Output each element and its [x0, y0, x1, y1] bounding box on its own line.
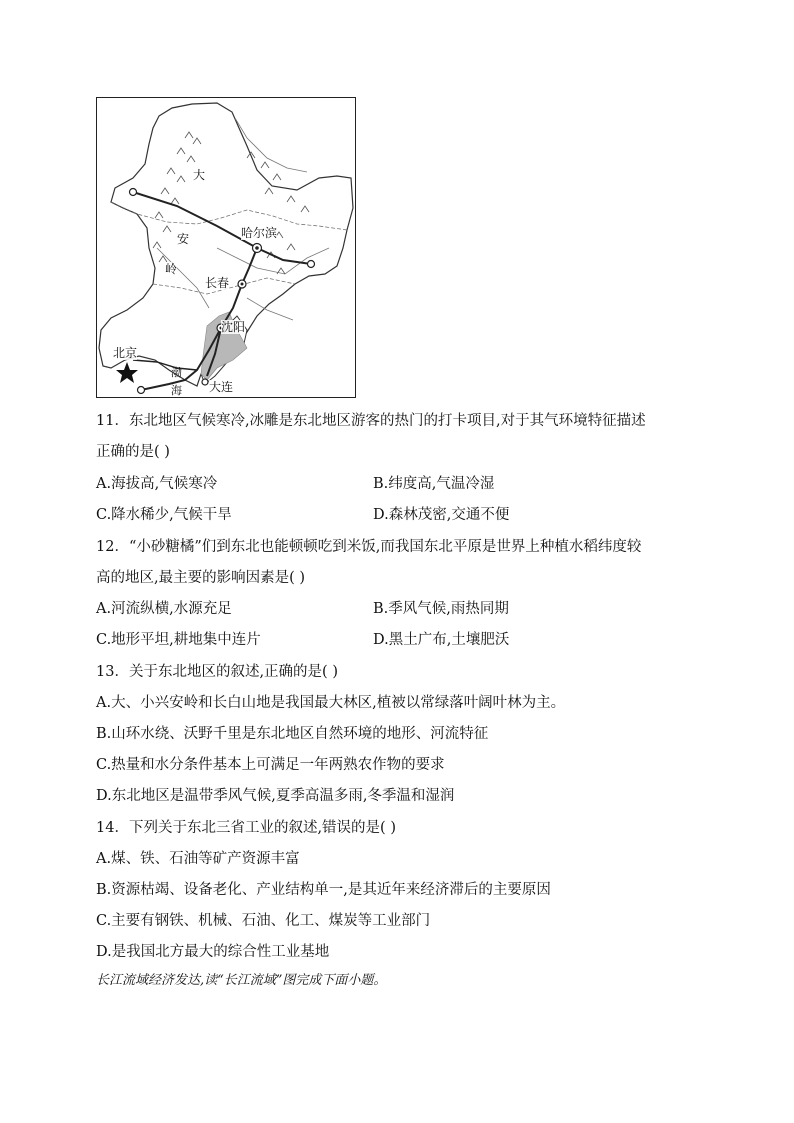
option-b[interactable]: B.山环水绕、沃野千里是东北地区自然环境的地形、河流特征 — [96, 726, 489, 742]
label-changchun: 长春 — [205, 276, 230, 290]
option-a[interactable]: A.大、小兴安岭和长白山地是我国最大林区,植被以常绿落叶阔叶林为主。 — [96, 695, 566, 711]
section-intro: 长江流域经济发达,读“长江流域”图完成下面小题。 — [96, 973, 387, 988]
option-c[interactable]: C.热量和水分条件基本上可满足一年两熟农作物的要求 — [96, 757, 445, 773]
option-b[interactable]: B.季风气候,雨热同期 — [373, 601, 509, 617]
option-d[interactable]: D.是我国北方最大的综合性工业基地 — [96, 944, 330, 960]
question-stem: 13．关于东北地区的叙述,正确的是( ) — [96, 664, 338, 680]
option-c[interactable]: C.主要有钢铁、机械、石油、化工、煤炭等工业部门 — [96, 913, 431, 929]
question-stem: 高的地区,最主要的影响因素是( ) — [96, 570, 306, 586]
question-stem: 11．东北地区气候寒冷,冰雕是东北地区游客的热门的打卡项目,对于其气环境特征描述 — [96, 413, 646, 429]
label-da: 大 — [193, 168, 206, 182]
label-an: 安 — [177, 232, 190, 246]
label-bo: 渤 — [171, 366, 182, 379]
option-d[interactable]: D.森林茂密,交通不便 — [373, 507, 510, 523]
question-stem: 12．“小砂糖橘”们到东北也能顿顿吃到米饭,而我国东北平原是世界上种植水稻纬度较 — [96, 539, 642, 555]
question-stem: 14．下列关于东北三省工业的叙述,错误的是( ) — [96, 820, 396, 836]
label-shenyang: 沈阳 — [221, 320, 246, 334]
option-a[interactable]: A.河流纵横,水源充足 — [96, 601, 232, 617]
option-b[interactable]: B.纬度高,气温冷湿 — [373, 476, 495, 492]
label-harbin: 哈尔滨 — [241, 226, 278, 240]
northeast-china-map — [96, 97, 356, 398]
label-beijing: 北京 — [113, 346, 138, 360]
label-ling: 岭 — [165, 262, 178, 276]
label-hai: 海 — [171, 384, 182, 397]
option-d[interactable]: D.东北地区是温带季风气候,夏季高温多雨,冬季温和湿润 — [96, 788, 455, 804]
option-d[interactable]: D.黑土广布,土壤肥沃 — [373, 632, 510, 648]
question-stem: 正确的是( ) — [96, 444, 170, 460]
option-c[interactable]: C.降水稀少,气候干旱 — [96, 507, 232, 523]
option-a[interactable]: A.海拔高,气候寒冷 — [96, 476, 218, 492]
option-c[interactable]: C.地形平坦,耕地集中连片 — [96, 632, 261, 648]
label-dalian: 大连 — [209, 380, 234, 394]
option-b[interactable]: B.资源枯竭、设备老化、产业结构单一,是其近年来经济滞后的主要原因 — [96, 882, 551, 898]
option-a[interactable]: A.煤、铁、石油等矿产资源丰富 — [96, 851, 300, 867]
